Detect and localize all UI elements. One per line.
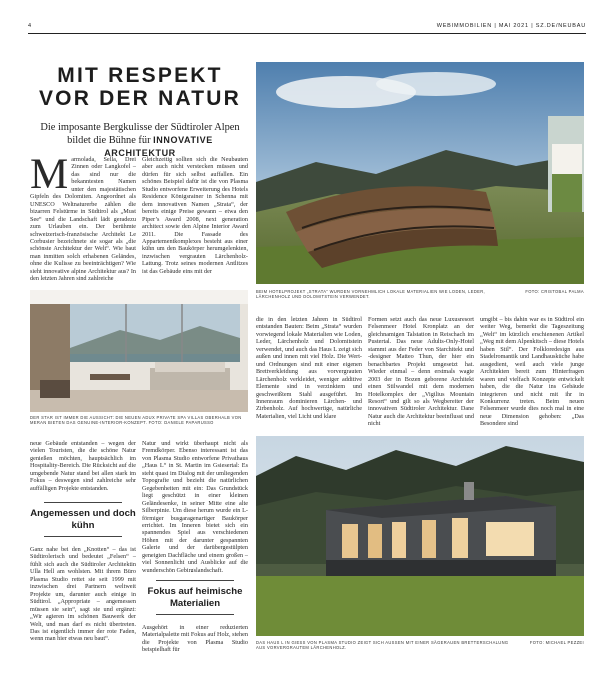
subhead-2: Fokus auf heimische Materialien [147,586,243,609]
body-column-4-text: Formen setzt auch das neue Luxusresort Felsenmeer Hotel Kronplatz an der gleichnamigen Talstation in Reischach im Pustertal. Das neue Adults-Only-Hotel stammt aus der Feder von Starchitekt und -designer Matteo Thun, der hier ein benachbartes Projekt umgesetzt hat. Wieder einmal – denn erstmals wagte 2003 der in Bozen geborene Architekt einen Stilwandel mit dem modernen Hotelkomplex der „Vigilius Mountain Resort“ und gilt so als Wegbereiter der innovativen Südtiroler Architektur. Dane Natur auch die Architektur beeinflusst und nicht [368,316,474,428]
lower-column-1 [30,440,136,492]
house-l-illustration [256,436,584,636]
strata-hotel-photo [256,62,584,284]
interior-caption-credit: FOTO: DANIELE PAPARUSSO [148,420,214,426]
title-line-1: MIT RESPEKT [57,64,223,87]
page-header [28,20,586,34]
strata-photo-credit: FOTO: CRISTOBAL PALMA [525,289,584,294]
lower-column-2b [142,624,248,670]
standfirst-text: Die imposante Bergkulisse der Südtiroler Alpen bildet die Bühne für [40,122,240,147]
subhead-1-rule-bottom [44,536,122,537]
body-column-5-text: umgibt – bis dahin war es in Südtirol ein weiter Weg, bemerkt die Tageszeitung „Welt“ im kürzlich erschienenen Artikel „Weg mit dem Alpenkitsch – diese Hotels haben Stil“. Der Folkloredesign aus Stadelromantik und Landhausküche habe ausgedient, weil auch viele junge Architekten bereit zum Hinterfragen waren und vielfach Konzepte entwickelt haben, die die Natur ins Gebäude integrieren und nicht mit ihr in Konkurrenz treten. Beim neuen Felsenmeer wurde dies noch mal in eine neue Dimension gehoben: „Das Besondere sind [480,316,584,428]
house-photo-credit: FOTO: MICHAEL PEZZEI [529,640,584,645]
body-column-2 [142,156,248,284]
lower-column-2b-text: Ausgehört in einer reduzierten Materialpalette mit Fokus auf Holz, stehen die Projekte von Plasma Studio beispielhaft für [142,624,248,654]
subhead-2-rule-top [156,580,234,581]
strata-hotel-illustration [256,62,584,284]
body-column-1-text: armolada, Sella, Drei Zinnen oder Langkofel – das sind nur die bekanntesten Namen unter den majestätischen Gipfeln des Dolomiten. Angeordnet als UNESCO Weltnaturerbe zählen die bizarren Felstürme in Südtirol als „Must See“ und die Landschaft lädt geradezu zum Urlauben ein. Der berühmte schweizerisch-französische Architekt Le Corbusier bezeichnete sie sogar als „die schönste Architektur der Welt“. Wie baut man inmitten solch erhabenen Geländes, ohne die Kulisse zu beeinträchtigen? Wie sieht innovative alpine Architektur aus? In den letzten Jahren sind zahlreiche [30,156,136,283]
title-line-2: VOR DER NATUR [38,87,242,110]
lower-column-1b-text: Ganz nahe bei den „Knotten“ – das ist Südtirolerisch und bedeutet „Felsen“ – fühlt sich auch die Südtiroler Architektin Ulla Hell am wohlsten. Mit ihrem Büro Plasma Studio rettet sie seit 1999 mit inzwischen drei Partnern weltweit Projekte um, darunter auch einige in Südtirol. „Appropriate – angemessen müssen sie sein“, sagt sie und ergänzt: „Wir agieren im schönen Bauwerk der Welt, und man darf es nicht übertreten. Das ist eigentlich immer der rote Faden, wenn man hier etwas neu baut“. [30,546,136,643]
subhead-2-rule-bottom [156,614,234,615]
drop-cap: M [30,156,69,198]
body-column-3 [256,316,362,432]
subhead-1-rule-top [44,502,122,503]
article-title [30,64,250,110]
body-column-1 [30,156,136,284]
body-column-3-text: die in den letzten Jahren in Südtirol entstanden Bauten: Beim „Strata“ wurden vorwiegend lokale Materialien wie Loden, Leder, Lärchenholz und Dolomitstein verwendet, und auch das Haus L zeigt sich außen und innen mit viel Holz. Die Wert- und Ordnungen sind mit einer eigenen Brettverkleidung aus vorvergrauten Lärchenholz verkleidet, weniger additive Elemente sind in verzinktem und geschweißtem Stahl ausgeführt. Im Innenraum dominieren Lärchen- und Zirbenholz. Auf hochwertige, natürliche Materialien, viel Licht und klare [256,316,362,420]
lower-column-2 [142,440,248,572]
section-label: WEBIMMOBILIEN | MAI 2021 | SZ.DE/NEUBAU [436,23,586,29]
body-column-2-text: Gleichzeitig sollten sich die Neubauten aber auch nicht verstecken müssen und dürfen für sich selbst auffallen. Ein schönes Beispiel dafür ist die von Plasma Studio entworfene Erweiterung des Hotels Residence Königsrainer in Schenna mit dem innovativen Namen „Strata“, der bereits einige Preise gewann – etwa den Piper’s Award 2008, next generation architect sowie den Alpine Interior Award 2011. Die Fassade des Appartementkomplexes besteht aus einer kühn um den Baukörper herumgelenkten, inzwischen vergrauten Lärchenholz-Lattung. Trotz seines modernen Antlitzes ist das Gebäude eins mit der [142,156,248,275]
body-column-5 [480,316,584,432]
page-number: 4 [28,23,32,29]
interior-caption-text: DER STAR IST IMMER DIE AUSSICHT: DIE NEUEN ADUX PRIVATE SPA VILLAS OBERHALB VON MERAN BIETEN DAS GENUINE-INTERIOR-KONZEPT. [30,415,242,426]
house-photo-caption: DAS HAUS L IN GIESS VON PLASMA STUDIO ZEIGT SICH AUSSEN MIT EINER SÄGERAUEN BRETTERSCHALUNG AUS VORVERGRAUTEM LÄRCHENHOLZ. [256,640,509,651]
standfirst [34,122,246,161]
lower-column-2-text: Natur und wirkt überhaupt nicht als Fremdkörper. Ebenso interessant ist das von Plasma Studio entworfene Privathaus „Haus L“ in St. Martin im Gsiesertal: Es steht quasi im Dialog mit der umliegenden Topografie und bezieht die natürlichen Gegebenheiten mit ein: Das Grundstück liegt geschützt in einer kleinen Geländesenke, in seiner Mitte eine alte Silberpinie. Um diese herum wurde ein L-förmiger busgaragenartiger Baukörper errichtet. Im Inneren bietet sich ein spannendes Spiel aus verschiedenen Höhen mit der darunter gespannten Galerie und der darübergestülpten geneigten Dachfläche und einem großen – viel Sonnenlicht und Ausblicke auf die wunderschön Gebirgslandschaft. [142,440,248,572]
interior-illustration [30,290,248,412]
subhead-1: Angemessen und doch kühn [30,508,136,531]
interior-photo [30,290,248,412]
strata-photo-caption: BEIM HOTELPROJEKT „STRATA“ WURDEN VORNEHMLICH LOKALE MATERIALIEN WIE LODEN, LEDER, LÄRCHENHOLZ UND DOLOMITSTEIN VERWENDET. [256,289,486,300]
house-l-photo [256,436,584,636]
interior-photo-caption [30,415,248,426]
lower-column-1b [30,546,136,670]
standfirst-strong: INNOVATIVE ARCHITEKTUR [104,135,213,159]
body-column-4 [368,316,474,432]
lower-column-1-text: neue Gebäude entstanden – wegen der vielen Touristen, die die schöne Natur genießen möchten, hauptsächlich im Hospitality-Bereich. Die Rücksicht auf die umgebende Natur stand bei allen stark im Fokus – deswegen sind zahlreiche sehr auffälligen Projekte entstanden. [30,440,136,492]
